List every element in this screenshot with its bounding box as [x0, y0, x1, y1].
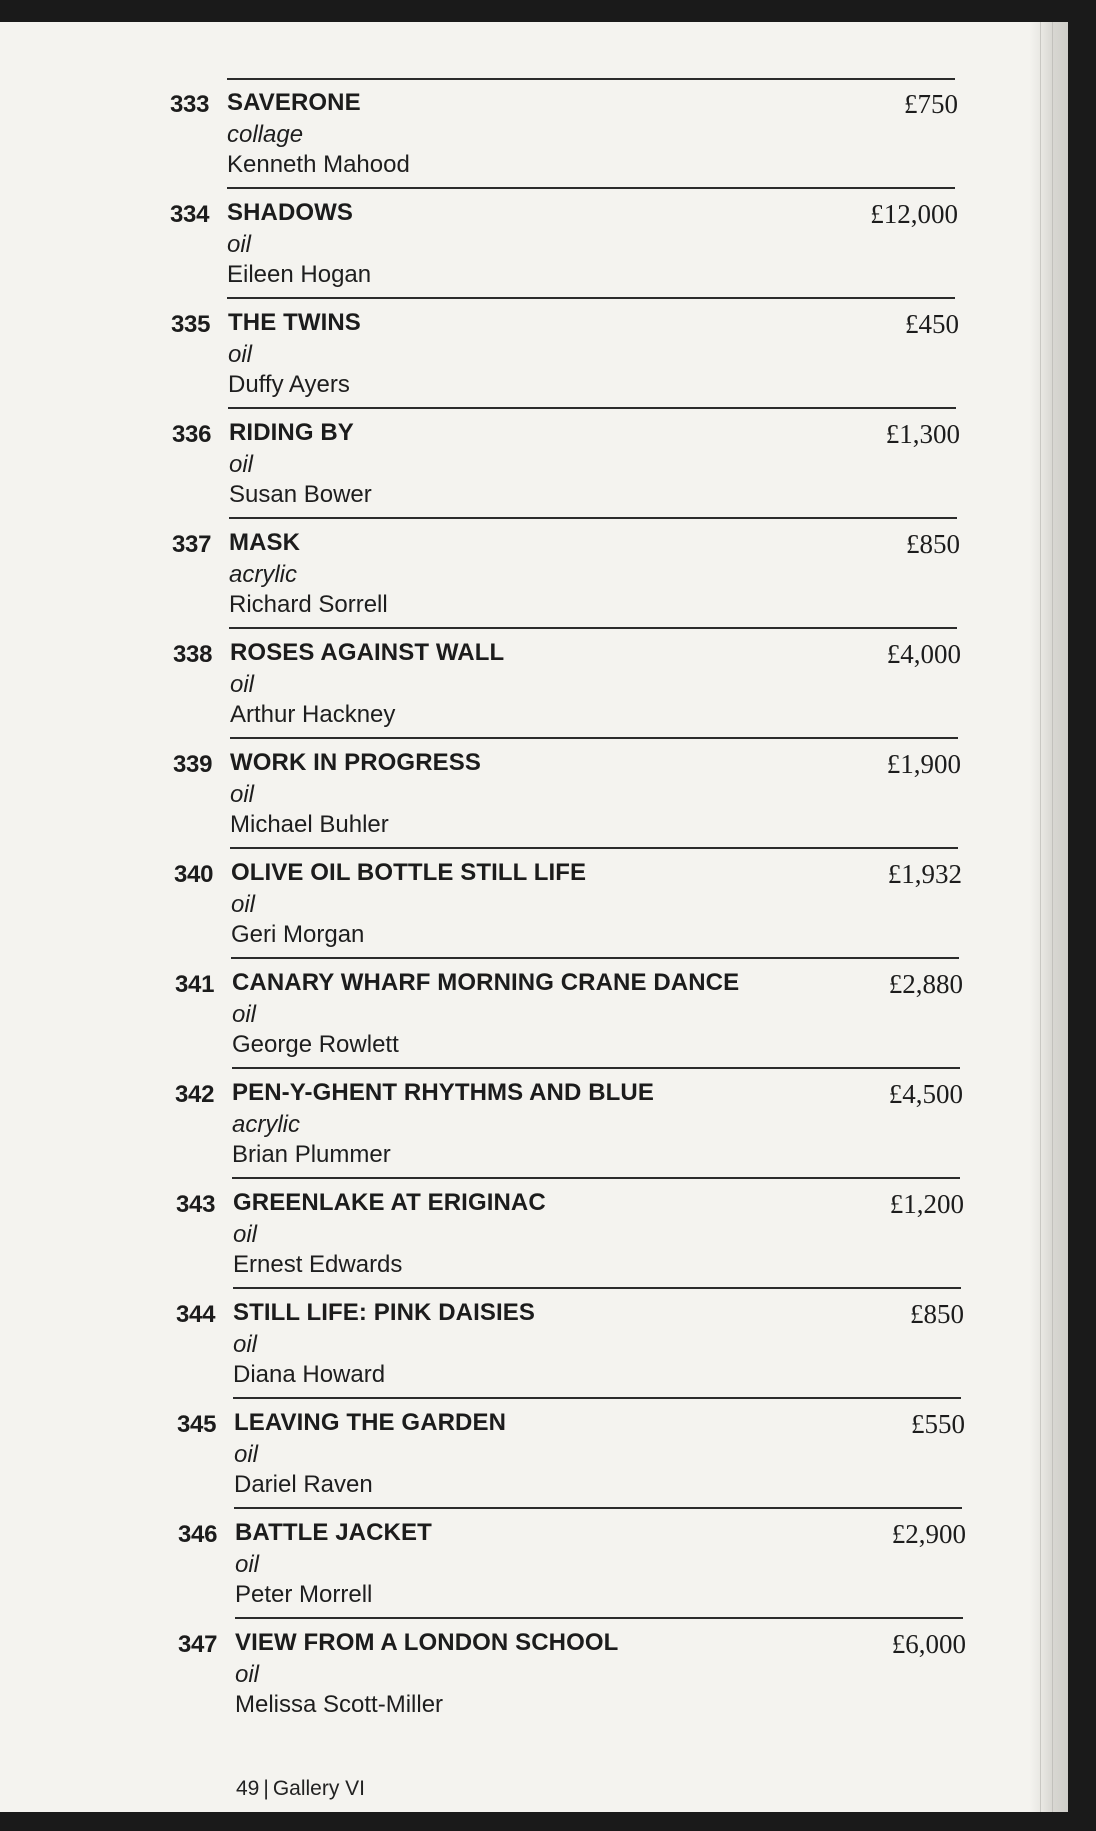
artwork-price: £750	[904, 89, 958, 119]
catalogue-entry	[3, 629, 1003, 739]
artist-name: Kenneth Mahood	[227, 151, 410, 178]
catalogue-entry	[0, 189, 1000, 299]
entry-number: 336	[172, 421, 212, 448]
artist-name: Geri Morgan	[231, 921, 365, 948]
section-name: Gallery VI	[272, 1777, 366, 1800]
artwork-title: MASK	[229, 529, 301, 556]
artwork-medium: oil	[234, 1441, 259, 1468]
artwork-title: LEAVING THE GARDEN	[234, 1409, 507, 1436]
artwork-title: SAVERONE	[227, 89, 361, 116]
artwork-title: GREENLAKE AT ERIGINAC	[233, 1189, 546, 1216]
entry-number: 335	[171, 311, 211, 338]
artist-name: Arthur Hackney	[230, 701, 396, 728]
artwork-title: OLIVE OIL BOTTLE STILL LIFE	[231, 859, 587, 886]
entry-number: 343	[176, 1191, 216, 1218]
entry-number: 333	[170, 91, 210, 118]
artwork-price: £4,500	[888, 1079, 963, 1109]
artist-name: Diana Howard	[233, 1361, 386, 1388]
artist-name: Susan Bower	[229, 481, 372, 508]
catalogue-entry	[1, 299, 1001, 409]
artwork-medium: oil	[233, 1221, 258, 1248]
artwork-medium: oil	[233, 1331, 258, 1358]
entry-number: 346	[178, 1521, 218, 1548]
artwork-price: £850	[910, 1299, 964, 1329]
artist-name: Eileen Hogan	[227, 261, 372, 288]
artist-name: Dariel Raven	[234, 1471, 373, 1498]
page-footer	[236, 1777, 365, 1801]
artwork-title: BATTLE JACKET	[235, 1519, 432, 1546]
catalogue-entry	[5, 959, 1005, 1069]
entry-number: 338	[173, 641, 213, 668]
artist-name: Ernest Edwards	[233, 1251, 403, 1278]
artwork-medium: oil	[228, 341, 253, 368]
catalogue-entry	[2, 519, 1002, 629]
catalogue-entry	[8, 1619, 1008, 1729]
entry-number: 334	[170, 201, 210, 228]
artwork-title: WORK IN PROGRESS	[230, 749, 481, 776]
catalogue-entry	[6, 1179, 1006, 1289]
artwork-price: £450	[905, 309, 959, 339]
artwork-price: £2,880	[888, 969, 963, 999]
artwork-price: £1,900	[886, 749, 961, 779]
entry-number: 342	[175, 1081, 215, 1108]
artwork-medium: oil	[227, 231, 252, 258]
artwork-price: £550	[911, 1409, 965, 1439]
catalogue-entry	[5, 1069, 1005, 1179]
artwork-title: RIDING BY	[229, 419, 354, 446]
entry-number: 339	[173, 751, 213, 778]
artwork-medium: collage	[227, 121, 304, 148]
page-number: 49	[236, 1777, 260, 1800]
artist-name: Peter Morrell	[235, 1581, 373, 1608]
page-edge	[1030, 22, 1068, 1812]
artwork-medium: oil	[231, 891, 256, 918]
catalogue-entry	[7, 1399, 1007, 1509]
catalogue-page	[0, 22, 1058, 1812]
artist-name: Michael Buhler	[230, 811, 389, 838]
artwork-price: £2,900	[891, 1519, 966, 1549]
catalogue-entry	[8, 1509, 1008, 1619]
artwork-medium: acrylic	[229, 561, 298, 588]
artwork-title: STILL LIFE: PINK DAISIES	[233, 1299, 535, 1326]
artwork-price: £1,932	[887, 859, 962, 889]
artwork-title: SHADOWS	[227, 199, 354, 226]
entry-number: 345	[177, 1411, 217, 1438]
entry-number: 347	[178, 1631, 218, 1658]
catalogue-entry	[6, 1289, 1006, 1399]
artwork-price: £1,200	[889, 1189, 964, 1219]
artist-name: George Rowlett	[232, 1031, 399, 1058]
entry-number: 344	[176, 1301, 216, 1328]
artwork-title: PEN-Y-GHENT RHYTHMS AND BLUE	[232, 1079, 654, 1106]
catalogue-entry	[4, 849, 1004, 959]
artwork-title: ROSES AGAINST WALL	[230, 639, 505, 666]
footer-separator: |	[263, 1777, 269, 1800]
artwork-medium: acrylic	[232, 1111, 301, 1138]
artwork-price: £1,300	[885, 419, 960, 449]
artwork-medium: oil	[230, 781, 255, 808]
artwork-title: THE TWINS	[228, 309, 361, 336]
artwork-medium: oil	[235, 1661, 260, 1688]
artwork-medium: oil	[232, 1001, 257, 1028]
artwork-price: £850	[906, 529, 960, 559]
entry-number: 341	[175, 971, 215, 998]
catalogue-entry	[3, 739, 1003, 849]
artwork-title: CANARY WHARF MORNING CRANE DANCE	[232, 969, 740, 996]
catalogue-entry	[0, 79, 1000, 189]
artwork-medium: oil	[235, 1551, 260, 1578]
artist-name: Duffy Ayers	[228, 371, 350, 398]
artist-name: Brian Plummer	[232, 1141, 391, 1168]
catalogue-entry	[2, 409, 1002, 519]
artist-name: Richard Sorrell	[229, 591, 388, 618]
artwork-medium: oil	[230, 671, 255, 698]
artwork-price: £4,000	[886, 639, 961, 669]
artwork-price: £6,000	[891, 1629, 966, 1659]
artwork-title: VIEW FROM A LONDON SCHOOL	[235, 1629, 619, 1656]
artist-name: Melissa Scott-Miller	[235, 1691, 444, 1718]
entry-number: 337	[172, 531, 212, 558]
artwork-price: £12,000	[870, 199, 958, 229]
entry-number: 340	[174, 861, 214, 888]
artwork-medium: oil	[229, 451, 254, 478]
